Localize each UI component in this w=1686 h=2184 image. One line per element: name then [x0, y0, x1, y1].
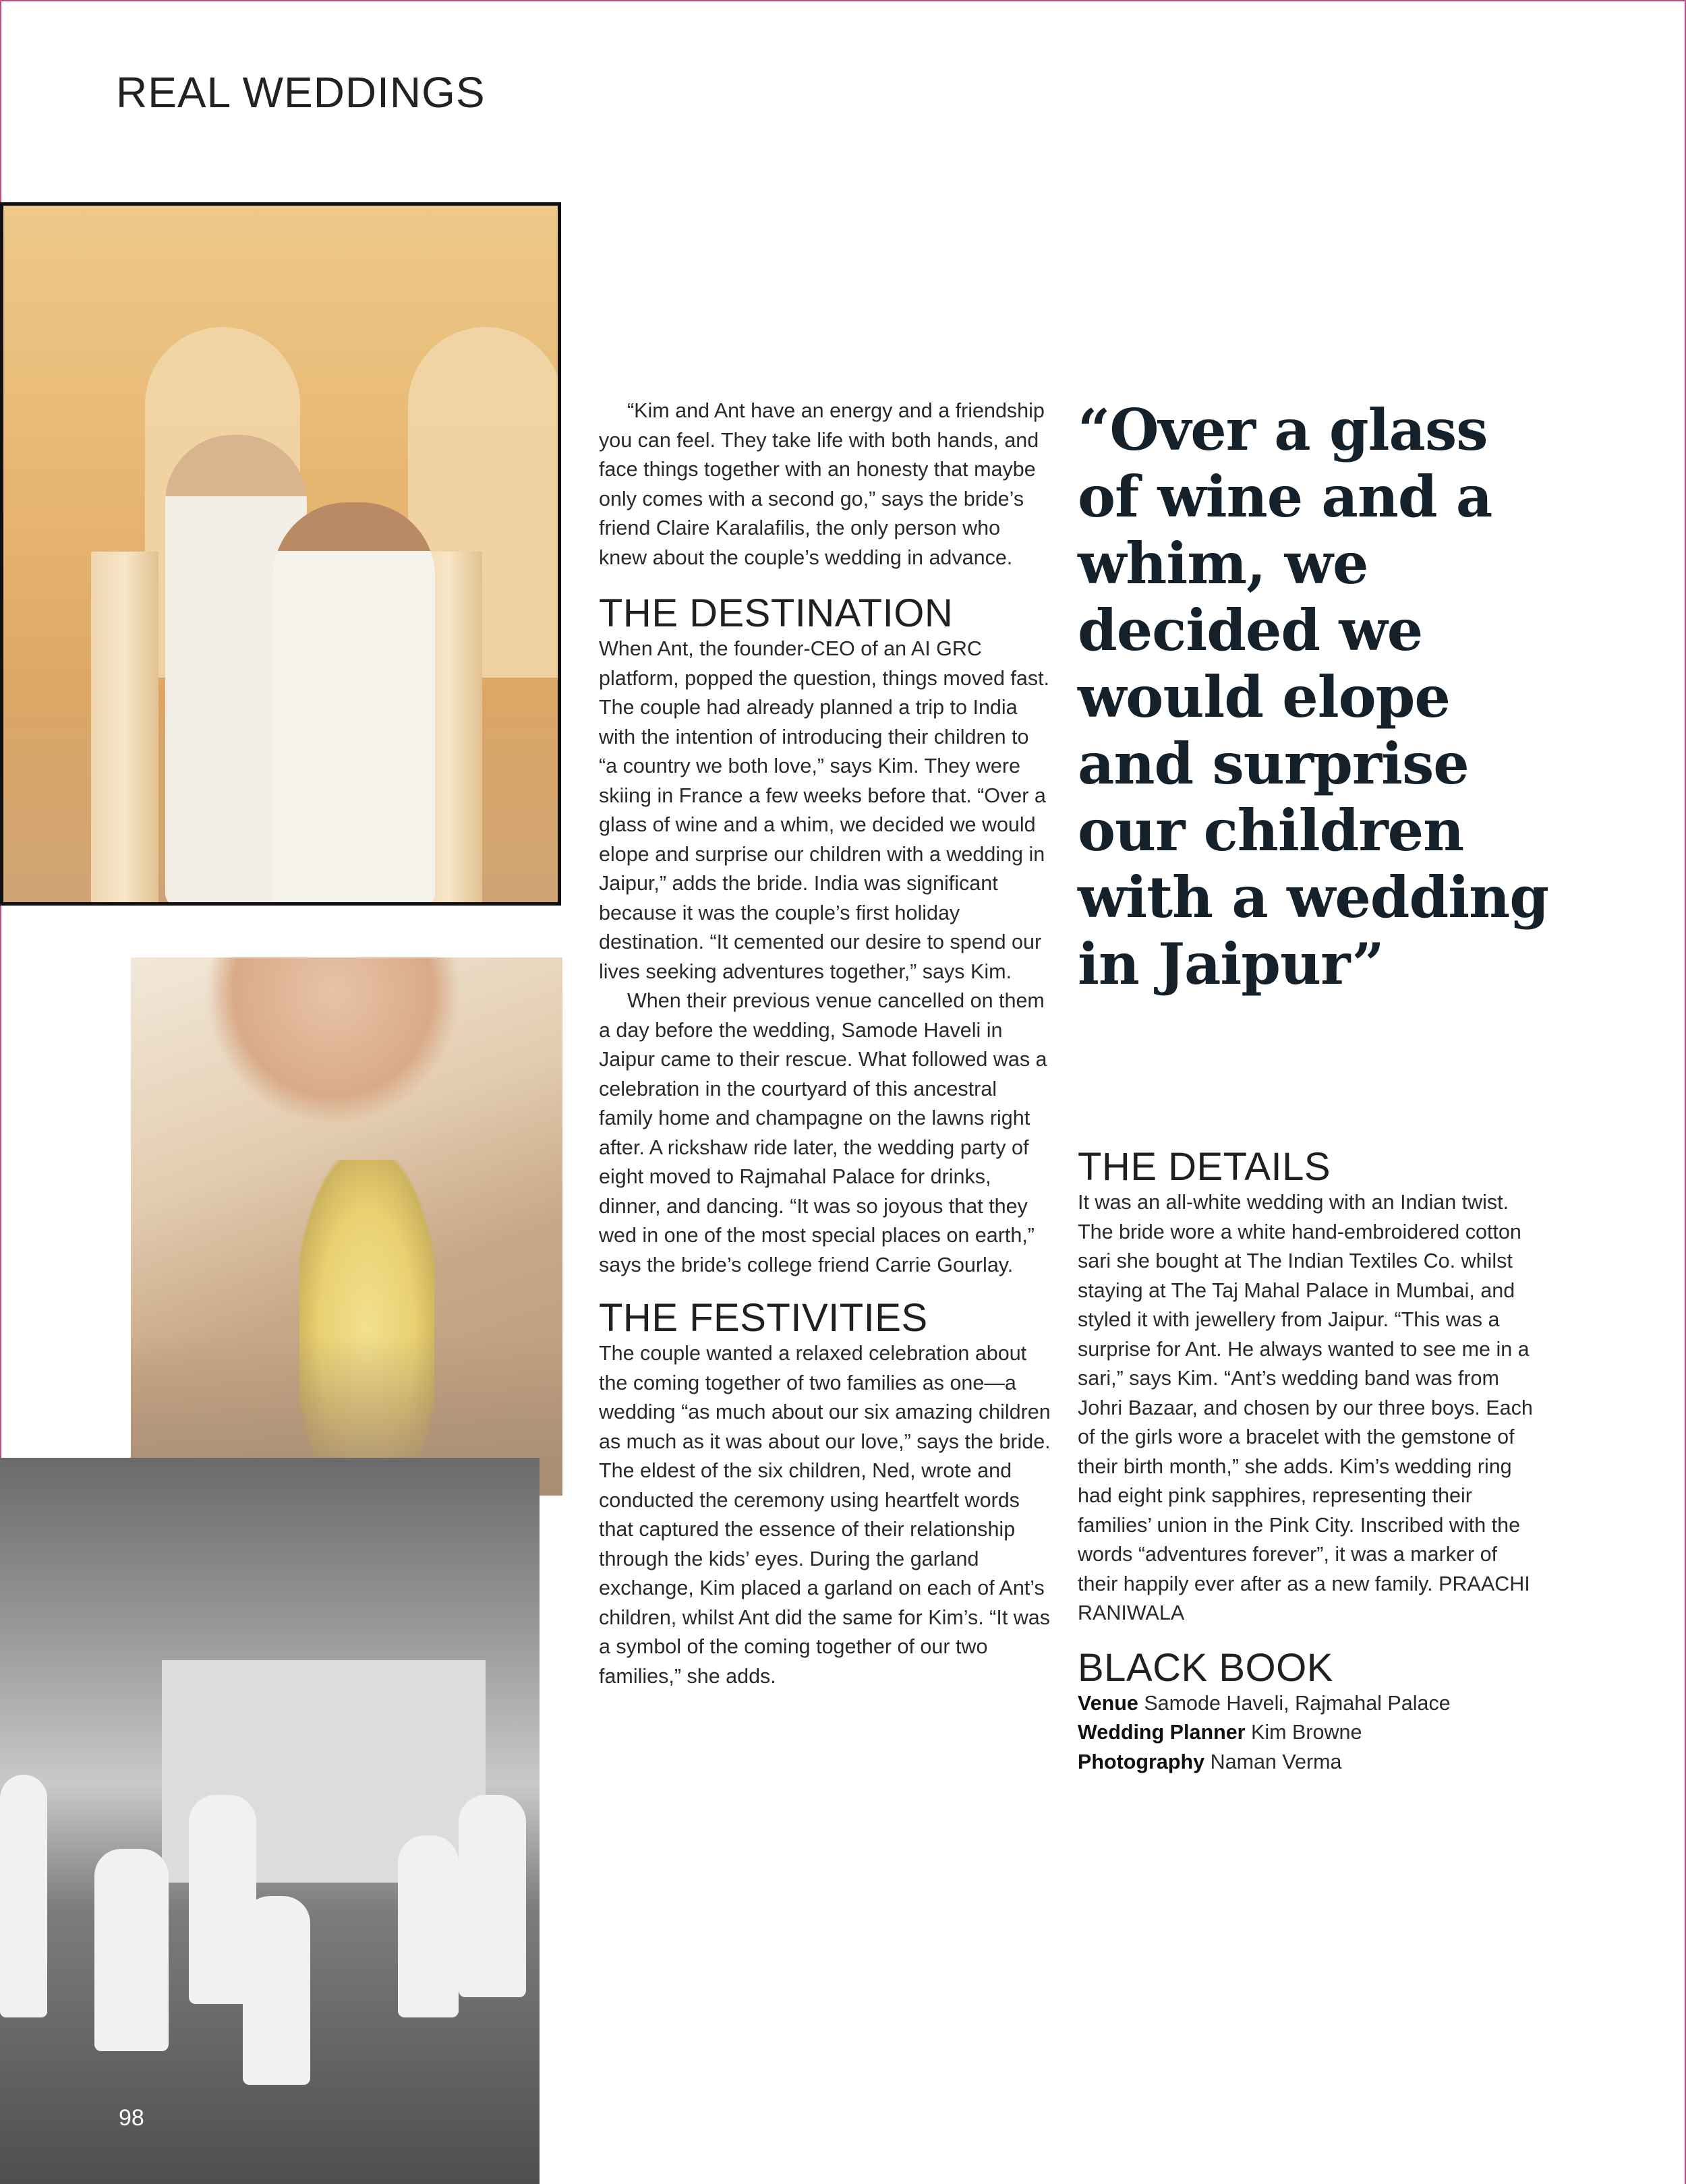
pull-quote: “Over a glass of wine and a whim, we decided we would elope and surprise our children with a wedding in Jaipur” [1078, 396, 1548, 997]
petals-ceremony-photo [131, 957, 562, 1496]
page-number: 98 [119, 2105, 144, 2131]
details-heading: THE DETAILS [1078, 1145, 1331, 1189]
black-book-value: Kim Browne [1251, 1721, 1362, 1744]
black-book-value: Samode Haveli, Rajmahal Palace [1144, 1691, 1451, 1715]
black-book-photography [1078, 1748, 1536, 1777]
page-edge-top [0, 0, 1686, 1]
section-label: REAL WEDDINGS [116, 68, 486, 117]
black-book-value: Naman Verma [1210, 1750, 1342, 1773]
black-book-label: Wedding Planner [1078, 1721, 1246, 1744]
destination-heading: THE DESTINATION [599, 591, 954, 635]
destination-paragraph: When Ant, the founder-CEO of an AI GRC platform, popped the question, things moved fast. The couple had already planned a trip to India with the intention of introducing their children to “a country we both love,” says Kim. They were skiing in France a few weeks before that. “Over a glass of wine and a whim, we decided we would elope and surprise our children with a wedding in Jaipur,” adds the bride. India was significant because it was the couple’s first holiday destination. “It cemented our desire to spend our lives seeking adventures together,” says Kim. [599, 637, 1050, 983]
details-paragraph: It was an all-white wedding with an Indian twist. The bride wore a white hand-embroidered cotton sari she bought at The Indian Textiles Co. whilst staying at The Taj Mahal Palace in Mumbai, and styled it with jewellery from Jaipur. “This was a surprise for Ant. He always wanted to see me in a sari,” says Kim. “Ant’s wedding band was from Johri Bazaar, and chosen by our three boys. Each of the girls wore a bracelet with the gemstone of their birth month,” she adds. Kim’s wedding ring had eight pink sapphires, representing their families’ union in the Pink City. Inscribed with the words “adventures forever”, it was a marker of their happily ever after as a new family. PRAACHI RANIWALA [1078, 1191, 1533, 1624]
details-column [1078, 1146, 1536, 1777]
main-article-column [599, 396, 1051, 1691]
destination-paragraph-2: When their previous venue cancelled on them a day before the wedding, Samode Haveli in Jaipur came to their rescue. What followed was a celebration in the courtyard of this ancestral family home and champagne on the lawns right after. A rickshaw ride later, the wedding party of eight moved to Rajmahal Palace for drinks, dinner, and dancing. “It was so joyous that they wed in one of the most special places on earth,” says the bride’s college friend Carrie Gourlay. [599, 989, 1047, 1276]
black-book-label: Photography [1078, 1750, 1205, 1773]
festivities-paragraph: The couple wanted a relaxed celebration about the coming together of two families as one—a wedding “as much about our six amazing children as much as it was about our love,” says the bride. The eldest of the six children, Ned, wrote and conducted the ceremony using heartfelt words that captured the essence of their relationship through the kids’ eyes. During the garland exchange, Kim placed a garland on each of Ant’s children, whilst Ant did the same for Kim’s. “It was a symbol of the coming together of our two families,” she adds. [599, 1342, 1051, 1688]
intro-paragraph: “Kim and Ant have an energy and a friendship you can feel. They take life with both hands, and face things together with an honesty that maybe only comes with a second go,” says the bride’s friend Claire Karalafilis, the only person who knew about the couple’s wedding in advance. [599, 399, 1045, 569]
black-book-heading: BLACK BOOK [1078, 1645, 1333, 1690]
children-running-photo [0, 1458, 540, 2184]
black-book-label: Venue [1078, 1691, 1138, 1715]
festivities-heading: THE FESTIVITIES [599, 1296, 928, 1340]
black-book-venue [1078, 1689, 1536, 1719]
couple-courtyard-photo [0, 202, 561, 906]
black-book-planner [1078, 1718, 1536, 1748]
